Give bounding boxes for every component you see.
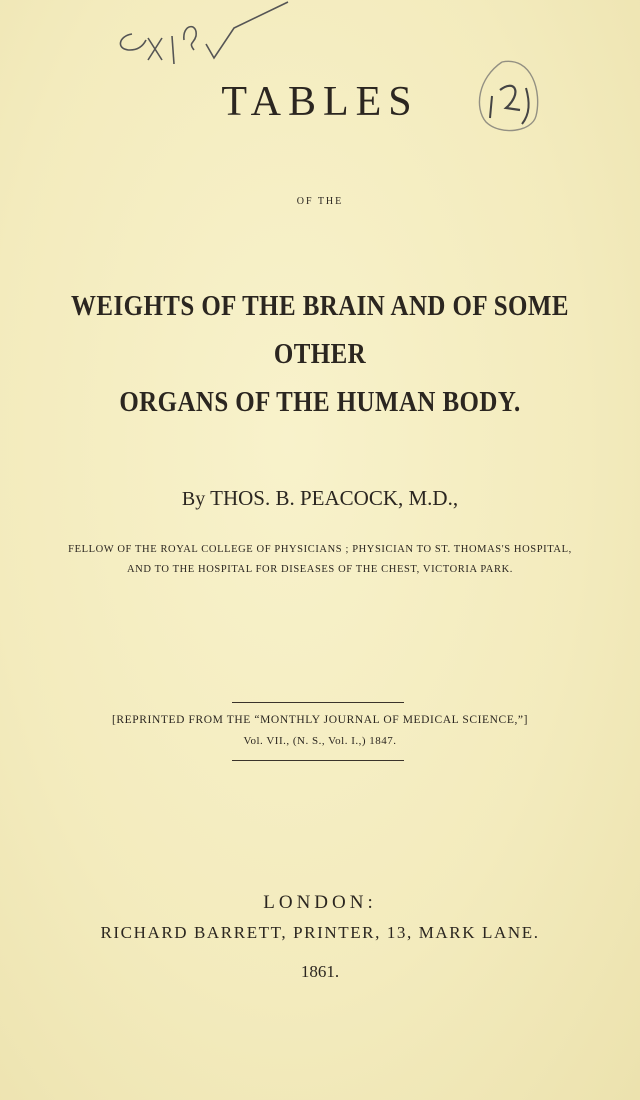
volume-info: Vol. VII., (N. S., Vol. I.,) 1847. — [243, 735, 397, 747]
author-line — [0, 486, 640, 511]
subtitle-line-2: ORGANS OF THE HUMAN BODY. — [119, 386, 521, 418]
imprint-printer: RICHARD BARRETT, PRINTER, 13, MARK LANE. — [100, 923, 540, 942]
subtitle — [45, 282, 595, 426]
handwritten-annotation — [110, 0, 310, 70]
top-divider — [232, 702, 404, 703]
imprint-year: 1861. — [300, 962, 340, 981]
credentials-line-2: AND TO THE HOSPITAL FOR DISEASES OF THE CHEST, VICTORIA PARK. — [126, 564, 513, 575]
author-credentials — [0, 540, 640, 580]
subtitle-line-1: WEIGHTS OF THE BRAIN AND OF SOME OTHER — [71, 290, 569, 370]
author-by: By — [181, 488, 206, 510]
imprint-city: LONDON: — [263, 892, 377, 913]
credentials-line-1: FELLOW OF THE ROYAL COLLEGE OF PHYSICIANS ; PHYSICIAN TO ST. THOMAS'S HOSPITAL, — [68, 544, 572, 555]
reprint-note: [REPRINTED FROM THE “MONTHLY JOURNAL OF MEDICAL SCIENCE,”] — [111, 714, 529, 726]
author-name: THOS. B. PEACOCK, M.D., — [210, 486, 459, 510]
title-connector: OF THE — [296, 196, 344, 207]
main-title: TABLES — [221, 79, 419, 125]
bottom-divider — [232, 760, 404, 761]
